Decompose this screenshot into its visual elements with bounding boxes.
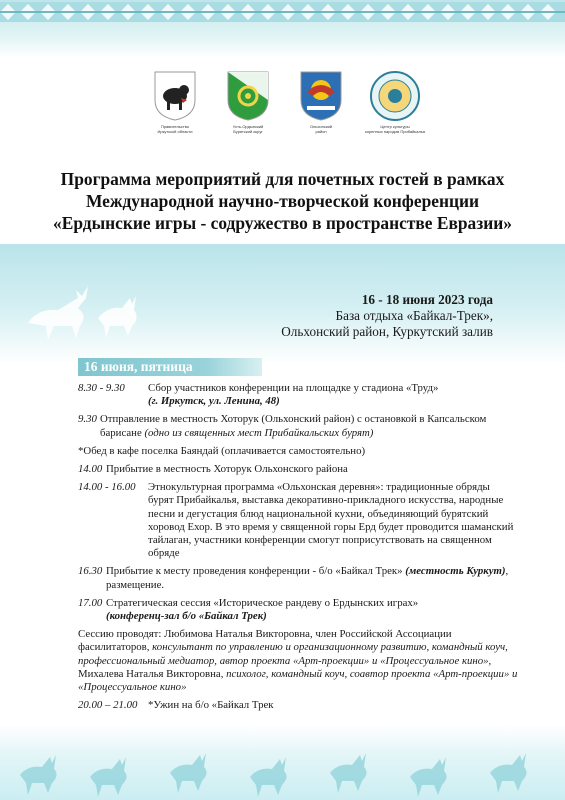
program-item xyxy=(78,565,518,591)
program-item xyxy=(78,463,518,476)
irkutsk-coat-icon xyxy=(153,70,197,122)
event-location: Ольхонский район, Куркутский залив xyxy=(281,324,493,339)
day-header: 16 июня, пятница xyxy=(78,358,262,376)
program-time: 16.30 xyxy=(78,565,103,578)
emblem-row xyxy=(0,70,565,145)
program-item xyxy=(78,597,518,623)
program-item xyxy=(78,699,518,712)
program-text: Сбор участников конференции на площадке у стадиона «Труд» (г. Иркутск, ул. Ленина, 48) xyxy=(148,382,439,408)
emblem-caption: Правительство Иркутской области xyxy=(157,124,193,134)
olkhon-emblem xyxy=(286,70,356,134)
event-venue: База отдыха «Байкал-Трек», xyxy=(335,308,493,323)
culture-center-logo-icon xyxy=(369,70,421,122)
program-text: Отправление в местность Хоторук (Ольхонский район) с остановкой в Капсальском барисане (одно из священных мест Прибайкальских бурят) xyxy=(100,413,487,439)
irkutsk-emblem xyxy=(140,70,210,134)
page-title: Программа мероприятий для почетных гостей в рамках Международной научно-творческой конференции «Ердынские игры - содружество в пространстве Евразии» xyxy=(53,169,512,233)
program-item xyxy=(78,445,518,458)
program-text: Прибытие в местность Хоторук Ольхонского района xyxy=(106,463,348,476)
program-text: *Ужин на б/о «Байкал Трек xyxy=(148,699,274,712)
program-item xyxy=(78,413,518,439)
emblem-caption: Ольхонский район xyxy=(309,124,333,134)
event-info xyxy=(281,292,493,340)
program-time: 14.00 xyxy=(78,463,103,476)
ust-orda-emblem xyxy=(213,70,283,134)
program-time: 9.30 xyxy=(78,413,97,426)
program-time: 14.00 - 16.00 xyxy=(78,481,136,494)
program-text: *Обед в кафе поселка Баяндай (оплачивается самостоятельно) xyxy=(78,444,366,457)
program-time: 8.30 - 9.30 xyxy=(78,382,125,394)
ornament-border xyxy=(0,2,565,22)
emblem-caption: Усть-Ордынский Бурятский округ xyxy=(232,124,264,134)
program-item xyxy=(78,481,518,560)
program-text: Этнокультурная программа «Ольхонская деревня»: традиционные обряды бурят Прибайкалья, выставка декоративно-прикладного искусства, народные песни и дегустация блюд национальной кухни, объединяющий бурятский хоровод Ехор. В это время у священной горы Ерд будет проводится шаманский тайлаган, участники конференции смогут поприсутствовать на священном обряде xyxy=(148,481,514,560)
petroglyph-footer-icon xyxy=(0,735,565,800)
event-dates: 16 - 18 июня 2023 года xyxy=(361,292,493,307)
program-text: Прибытие к месту проведения конференции - б/о «Байкал Трек» (местность Куркут), размещение. xyxy=(106,565,509,591)
program-list xyxy=(78,382,518,717)
emblem-caption: Центр культуры коренных народов Прибайкалья xyxy=(364,124,426,134)
culture-center-emblem xyxy=(360,70,430,134)
program-time: 17.00 xyxy=(78,596,103,609)
program-text: Сессию проводят: Любимова Наталья Викторовна, член Российской Ассоциации фасилитаторов, консультант по управлению и организационному развитию, командный коуч, профессиональный медиатор, автор проекта «Арт-проекции» и «Процессуальное кино», Михалева Наталья Викторовна, психолог, командный коуч, соавтор проекта «Арт-проекции» и «Процессуальное кино» xyxy=(78,628,518,694)
program-item xyxy=(78,382,518,408)
ust-orda-coat-icon xyxy=(226,70,270,122)
olkhon-coat-icon xyxy=(299,70,343,122)
program-item xyxy=(78,628,518,694)
program-time: 20.00 – 21.00 xyxy=(78,699,138,712)
program-text: Стратегическая сессия «Историческое рандеву о Ердынских играх» (конференц-зал б/о «Байкал Трек) xyxy=(106,596,419,623)
petroglyph-deer-icon xyxy=(18,268,148,348)
